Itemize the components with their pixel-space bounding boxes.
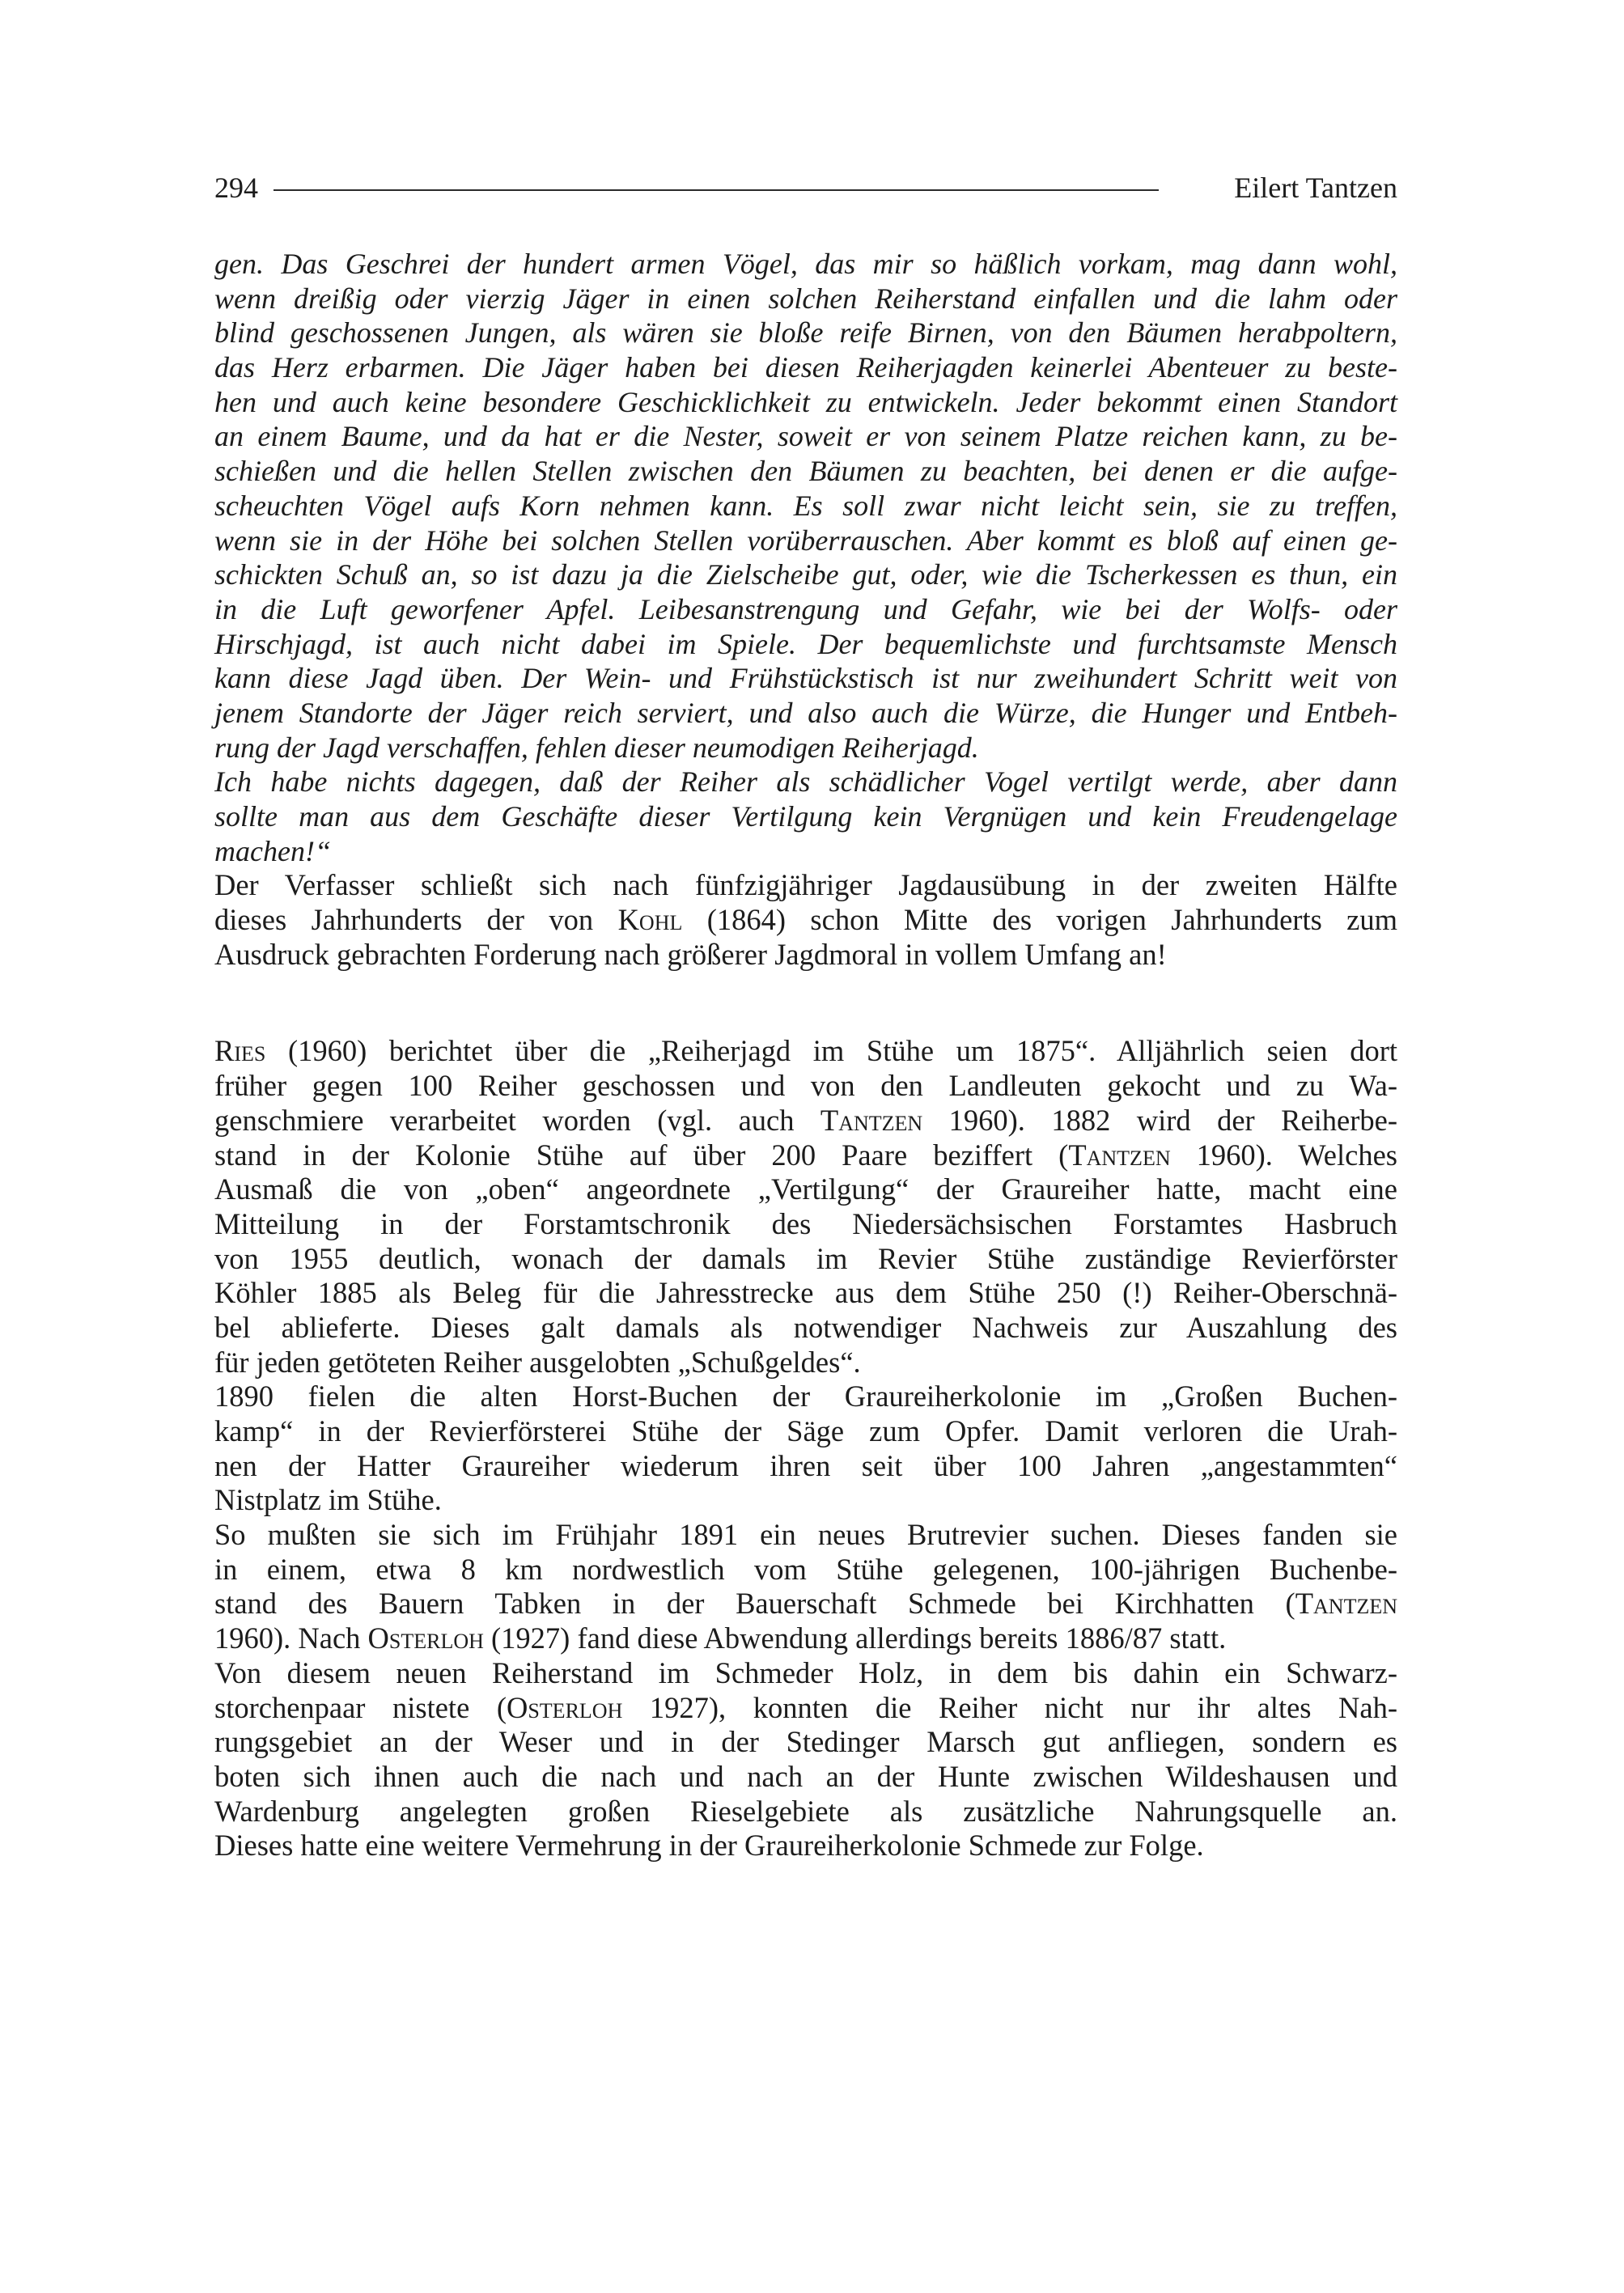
text-line: schickten Schuß an, so ist dazu ja die Zielscheibe gut, oder, wie die Tscherkessen es thun, ein xyxy=(214,558,1397,591)
text-line: Köhler 1885 als Beleg für die Jahresstrecke aus dem Stühe 250 (!) Reiher-Oberschnä- xyxy=(214,1276,1397,1310)
text-line: Der Verfasser schließt sich nach fünfzigjähriger Jagdausübung in der zweiten Hälfte xyxy=(214,868,1397,902)
text-line: bel ablieferte. Dieses galt damals als notwendiger Nachweis zur Auszahlung des xyxy=(214,1310,1397,1344)
text-segment: 1960). Welches xyxy=(1170,1138,1397,1172)
paragraph xyxy=(214,1518,1397,1656)
text-line: Hirschjagd, ist auch nicht dabei im Spiele. Der bequemlichste und furchtsamste Mensch xyxy=(214,627,1397,660)
text-line: für jeden getöteten Reiher ausgelobten „Schußgeldes“. xyxy=(214,1345,861,1379)
text-line: Ich habe nichts dagegen, daß der Reiher als schädlicher Vogel vertilgt werde, aber dann xyxy=(214,765,1397,799)
text-line: Ausmaß die von „oben“ angeordnete „Vertilgung“ der Graureiher hatte, macht eine xyxy=(214,1172,1397,1206)
text-line: kann diese Jagd üben. Der Wein- und Frühstückstisch ist nur zweihundert Schritt weit von xyxy=(214,662,1397,695)
text-segment: storchenpaar nistete ( xyxy=(214,1690,507,1724)
paragraph xyxy=(214,1656,1397,1863)
text-line: Von diesem neuen Reiherstand im Schmeder Holz, in dem bis dahin ein Schwarz- xyxy=(214,1655,1397,1689)
author-name: Osterloh xyxy=(506,1690,623,1724)
text-line: So mußten sie sich im Frühjahr 1891 ein neues Brutrevier suchen. Dieses fanden sie xyxy=(214,1518,1397,1552)
text-line: an einem Baume, und da hat er die Nester, soweit er von seinem Platze reichen kann, zu be- xyxy=(214,420,1397,453)
paragraph xyxy=(214,1034,1397,1380)
text-line: hen und auch keine besondere Geschicklichkeit zu entwickeln. Jeder bekommt einen Standort xyxy=(214,385,1397,418)
text-segment: genschmiere verarbeitet worden (vgl. auch xyxy=(214,1103,820,1137)
text-line: kamp“ in der Revierförsterei Stühe der Säge zum Opfer. Damit verloren die Urah- xyxy=(214,1414,1397,1447)
text-line: Dieses hatte eine weitere Vermehrung in der Graureiherkolonie Schmede zur Folge. xyxy=(214,1829,1204,1863)
text-line xyxy=(214,1691,1397,1726)
text-segment: (1927) fand diese Abwendung allerdings bereits 1886/87 statt. xyxy=(483,1621,1227,1655)
text-line: von 1955 deutlich, wonach der damals im Revier Stühe zuständige Revierförster xyxy=(214,1241,1397,1275)
text-line xyxy=(214,1138,1397,1173)
text-segment: (1864) schon Mitte des vorigen Jahrhunderts zum xyxy=(682,903,1397,937)
text-line xyxy=(214,1621,1397,1656)
paragraph xyxy=(214,1380,1397,1518)
text-line xyxy=(214,903,1397,938)
page-header xyxy=(214,170,1397,210)
author-name: Osterloh xyxy=(367,1621,484,1655)
text-line: sollte man aus dem Geschäfte dieser Vertilgung kein Vergnügen und kein Freudengelage xyxy=(214,800,1397,833)
text-line: wenn dreißig oder vierzig Jäger in einen solchen Reiherstand einfallen und die lahm oder xyxy=(214,282,1397,315)
author-name: Ries xyxy=(214,1034,266,1068)
text-line: scheuchten Vögel aufs Korn nehmen kann. Es soll zwar nicht leicht sein, sie zu treffen, xyxy=(214,489,1397,522)
body-text xyxy=(214,247,1397,1863)
text-line: Wardenburg angelegten großen Rieselgebiete als zusätzliche Nahrungsquelle an. xyxy=(214,1794,1397,1828)
text-segment: 1960). 1882 wird der Reiherbe- xyxy=(922,1103,1398,1137)
text-line: in einem, etwa 8 km nordwestlich vom Stühe gelegenen, 100-jährigen Buchenbe- xyxy=(214,1552,1397,1586)
text-line: jenem Standorte der Jäger reich serviert, und also auch die Würze, die Hunger und Entbeh- xyxy=(214,696,1397,729)
text-line xyxy=(214,1034,1397,1069)
text-line: schießen und die hellen Stellen zwischen den Bäumen zu beachten, bei denen er die aufge- xyxy=(214,455,1397,488)
text-segment: stand in der Kolonie Stühe auf über 200 Paare beziffert ( xyxy=(214,1138,1069,1172)
text-segment: dieses Jahrhunderts der von xyxy=(214,903,618,937)
text-line: machen!“ xyxy=(214,834,331,867)
text-line: Mitteilung in der Forstamtschronik des Niedersächsischen Forstamtes Hasbruch xyxy=(214,1206,1397,1240)
text-line: rungsgebiet an der Weser und in der Stedinger Marsch gut anfliegen, sondern es xyxy=(214,1725,1397,1759)
text-line: boten sich ihnen auch die nach und nach an der Hunte zwischen Wildeshausen und xyxy=(214,1759,1397,1793)
text-line: 1890 fielen die alten Horst-Buchen der Graureiherkolonie im „Großen Buchen- xyxy=(214,1380,1397,1414)
text-line: früher gegen 100 Reiher geschossen und von den Landleuten gekocht und zu Wa- xyxy=(214,1069,1397,1103)
author-name: Tantzen xyxy=(820,1103,923,1137)
text-segment: stand des Bauern Tabken in der Bauerschaft Schmede bei Kirchhatten ( xyxy=(214,1587,1295,1621)
text-line: Ausdruck gebrachten Forderung nach größerer Jagdmoral in vollem Umfang an! xyxy=(214,937,1167,971)
author-name: Tantzen xyxy=(1295,1587,1397,1621)
text-line: gen. Das Geschrei der hundert armen Vögel, das mir so häßlich vorkam, mag dann wohl, xyxy=(214,248,1397,280)
paragraph-gap xyxy=(214,972,1397,1034)
author-name: Tantzen xyxy=(1068,1138,1171,1172)
text-line: nen der Hatter Graureiher wiederum ihren seit über 100 Jahren „angestammten“ xyxy=(214,1448,1397,1482)
text-line: blind geschossenen Jungen, als wären sie bloße reife Birnen, von den Bäumen herabpoltern, xyxy=(214,316,1397,350)
author-name: Kohl xyxy=(617,903,683,937)
text-line: Nistplatz im Stühe. xyxy=(214,1483,442,1517)
text-line: rung der Jagd verschaffen, fehlen dieser neumodigen Reiherjagd. xyxy=(214,731,979,764)
quote-paragraph xyxy=(214,247,1397,868)
text-line: wenn sie in der Höhe bei solchen Stellen vorüberrauschen. Aber kommt es bloß auf einen ge- xyxy=(214,523,1397,557)
text-segment: (1960) berichtet über die „Reiherjagd im Stühe um 1875“. Alljährlich seien dort xyxy=(265,1034,1397,1068)
text-line xyxy=(214,1104,1397,1138)
text-line: in die Luft geworfener Apfel. Leibesanstrengung und Gefahr, wie bei der Wolfs- oder xyxy=(214,592,1397,625)
page-number: 294 xyxy=(214,172,258,204)
text-line xyxy=(214,1587,1397,1621)
text-segment: 1927), konnten die Reiher nicht nur ihr altes Nah- xyxy=(622,1690,1398,1724)
running-head: Eilert Tantzen xyxy=(1234,172,1397,204)
text-line: das Herz erbarmen. Die Jäger haben bei diesen Reiherjagden keinerlei Abenteuer zu beste- xyxy=(214,351,1397,384)
paragraph xyxy=(214,868,1397,972)
text-segment: 1960). Nach xyxy=(214,1621,368,1655)
header-rule xyxy=(273,189,1159,191)
